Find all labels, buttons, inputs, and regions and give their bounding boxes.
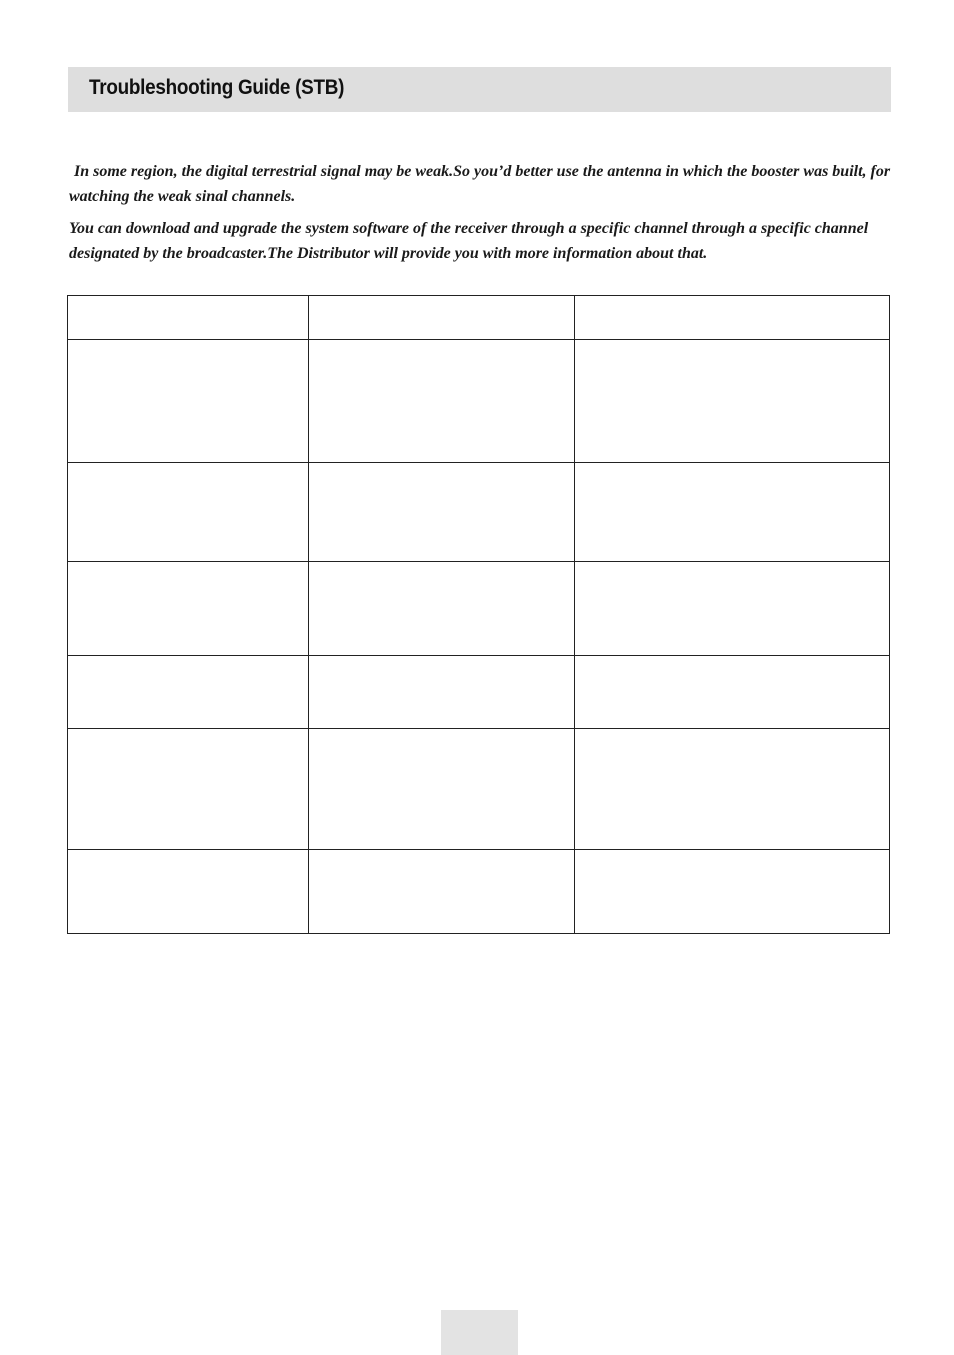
section-title-bar	[68, 67, 891, 112]
table-cell	[68, 850, 309, 934]
table-header-row	[68, 296, 890, 340]
table-cell	[575, 562, 890, 656]
table-cell	[309, 729, 575, 850]
table-cell	[68, 729, 309, 850]
table-cell	[575, 729, 890, 850]
table-row	[68, 340, 890, 463]
table-row	[68, 729, 890, 850]
table-cell	[68, 656, 309, 729]
intro-paragraph-signal: In some region, the digital terrestrial signal may be weak.So you’d better use the antenna in which the booster was built, for watching the weak sinal channels.	[69, 163, 891, 205]
table-cell	[309, 463, 575, 562]
table-cell	[575, 850, 890, 934]
table-cell	[68, 340, 309, 463]
table-row	[68, 562, 890, 656]
table-cell	[575, 296, 890, 340]
table-cell	[575, 340, 890, 463]
table-cell	[309, 850, 575, 934]
table-cell	[575, 463, 890, 562]
table-cell	[575, 656, 890, 729]
table-row	[68, 850, 890, 934]
table-cell	[309, 562, 575, 656]
page-title: Troubleshooting Guide (STB)	[89, 76, 345, 99]
table-cell	[68, 296, 309, 340]
table-cell	[309, 656, 575, 729]
table-cell	[309, 296, 575, 340]
table-row	[68, 463, 890, 562]
table-row	[68, 656, 890, 729]
table-cell	[309, 340, 575, 463]
page-number-tab	[441, 1310, 518, 1355]
table-cell	[68, 562, 309, 656]
intro-paragraph-software: You can download and upgrade the system software of the receiver through a specific channel through a specific channel designated by the broadcaster.The Distributor will provide you with more information about that.	[69, 220, 869, 262]
table-cell	[68, 463, 309, 562]
troubleshooting-table	[67, 295, 890, 934]
